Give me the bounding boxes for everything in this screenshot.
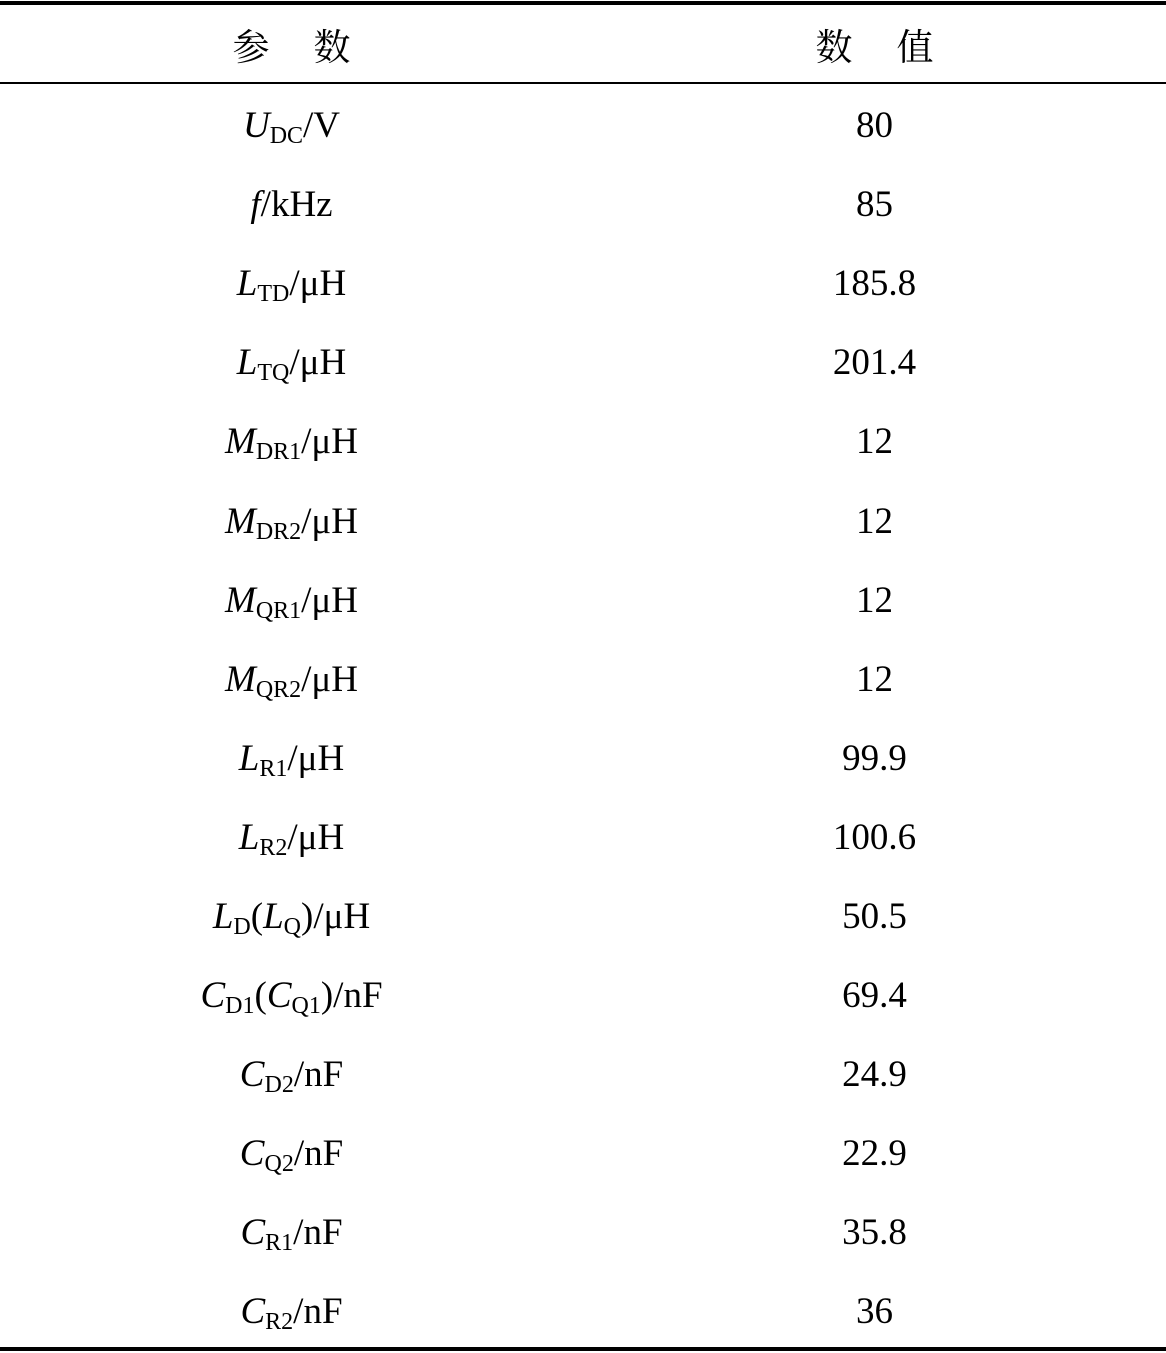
open-paren: (: [250, 895, 264, 937]
param-symbol-alt: L: [263, 895, 284, 937]
param-symbol: L: [236, 342, 258, 384]
param-cell: [0, 342, 583, 387]
param-subscript: QR1: [255, 597, 302, 624]
param-cell: [0, 816, 583, 861]
param-cell: [0, 737, 583, 782]
param-subscript-alt: Q: [283, 913, 301, 940]
param-symbol: C: [239, 1054, 265, 1096]
value-cell: 24.9: [842, 1054, 907, 1096]
param-subscript: Q2: [264, 1151, 294, 1178]
param-unit: /nF: [293, 1212, 343, 1254]
param-subscript: D2: [264, 1072, 294, 1099]
value-cell: 12: [856, 658, 893, 700]
value-cell: 36: [856, 1291, 893, 1333]
param-symbol: L: [238, 737, 260, 779]
param-unit: /μH: [301, 658, 358, 700]
param-subscript: R1: [259, 755, 288, 782]
value-cell: 12: [856, 500, 893, 542]
header-value: 数值: [815, 25, 978, 69]
table-row: [0, 798, 1166, 877]
param-symbol: M: [224, 421, 256, 463]
param-cell: [0, 500, 583, 545]
param-unit: /μH: [301, 500, 358, 542]
param-symbol: f: [250, 184, 261, 226]
param-subscript: DR2: [255, 518, 302, 545]
value-cell: 12: [856, 579, 893, 621]
param-unit: /μH: [289, 342, 347, 384]
table-row: [0, 1193, 1166, 1272]
param-cell: [0, 1291, 583, 1336]
value-cell: 12: [856, 421, 893, 463]
param-unit: /kHz: [260, 184, 333, 226]
param-unit: /nF: [293, 1054, 344, 1096]
header-param: 参数: [232, 25, 395, 69]
param-subscript: R2: [259, 834, 288, 861]
param-unit: /μH: [289, 263, 347, 305]
value-cell: 85: [856, 184, 893, 226]
param-unit: /μH: [287, 737, 345, 779]
value-cell: 185.8: [832, 263, 917, 305]
param-subscript: R1: [265, 1230, 294, 1257]
param-unit: /μH: [287, 816, 345, 858]
param-cell: [0, 895, 583, 940]
param-subscript: D1: [225, 993, 255, 1020]
param-cell: [0, 579, 583, 624]
param-symbol: M: [224, 658, 256, 700]
table-row: [0, 1272, 1166, 1351]
param-unit: /μH: [301, 421, 358, 463]
param-subscript: DC: [269, 123, 304, 150]
param-subscript: TD: [257, 281, 290, 308]
param-subscript: QR2: [255, 676, 302, 703]
table-row: [0, 402, 1166, 481]
table-row: [0, 481, 1166, 560]
param-subscript: D: [233, 913, 251, 940]
table-row: [0, 956, 1166, 1035]
value-cell: 69.4: [842, 975, 907, 1017]
value-cell: 22.9: [842, 1133, 907, 1175]
param-symbol: C: [200, 975, 226, 1017]
param-subscript: TQ: [257, 360, 290, 387]
table-row: [0, 86, 1166, 165]
param-unit: /nF: [293, 1133, 344, 1175]
param-subscript-alt: Q1: [291, 993, 321, 1020]
param-cell: [0, 975, 583, 1020]
open-paren: (: [254, 975, 267, 1017]
param-unit: /nF: [293, 1291, 343, 1333]
param-subscript: R2: [265, 1309, 294, 1336]
param-unit: /μH: [301, 579, 358, 621]
table-row: [0, 165, 1166, 244]
table-row: [0, 640, 1166, 719]
table-row: [0, 1114, 1166, 1193]
value-cell: 35.8: [842, 1212, 907, 1254]
table-row: [0, 561, 1166, 640]
table-header: [0, 5, 1166, 82]
param-unit: )/μH: [301, 895, 371, 937]
param-unit: )/nF: [320, 975, 383, 1017]
param-cell: [0, 105, 583, 150]
value-cell: 99.9: [842, 737, 907, 779]
table-row: [0, 1035, 1166, 1114]
param-cell: [0, 1212, 583, 1257]
param-cell: [0, 184, 583, 226]
param-cell: [0, 1133, 583, 1178]
param-symbol: M: [224, 579, 256, 621]
table-row: [0, 244, 1166, 323]
param-subscript: DR1: [255, 439, 302, 466]
param-symbol-alt: C: [266, 975, 292, 1017]
param-cell: [0, 1054, 583, 1099]
value-cell: 201.4: [832, 342, 917, 384]
table-row: [0, 323, 1166, 402]
param-symbol: L: [238, 816, 260, 858]
value-cell: 50.5: [842, 895, 907, 937]
param-symbol: L: [212, 895, 234, 937]
table-header-rule: [0, 82, 1166, 84]
value-cell: 80: [856, 105, 893, 147]
param-symbol: U: [242, 105, 270, 147]
value-cell: 100.6: [832, 816, 917, 858]
param-symbol: L: [236, 263, 258, 305]
param-unit: /V: [303, 105, 341, 147]
param-symbol: C: [240, 1212, 266, 1254]
param-symbol: C: [239, 1133, 265, 1175]
param-cell: [0, 421, 583, 466]
table-body: [0, 86, 1166, 1352]
table-bottom-rule: [0, 1347, 1166, 1351]
param-cell: [0, 658, 583, 703]
param-symbol: C: [240, 1291, 266, 1333]
table-row: [0, 877, 1166, 956]
param-cell: [0, 263, 583, 308]
param-symbol: M: [224, 500, 256, 542]
table-row: [0, 719, 1166, 798]
